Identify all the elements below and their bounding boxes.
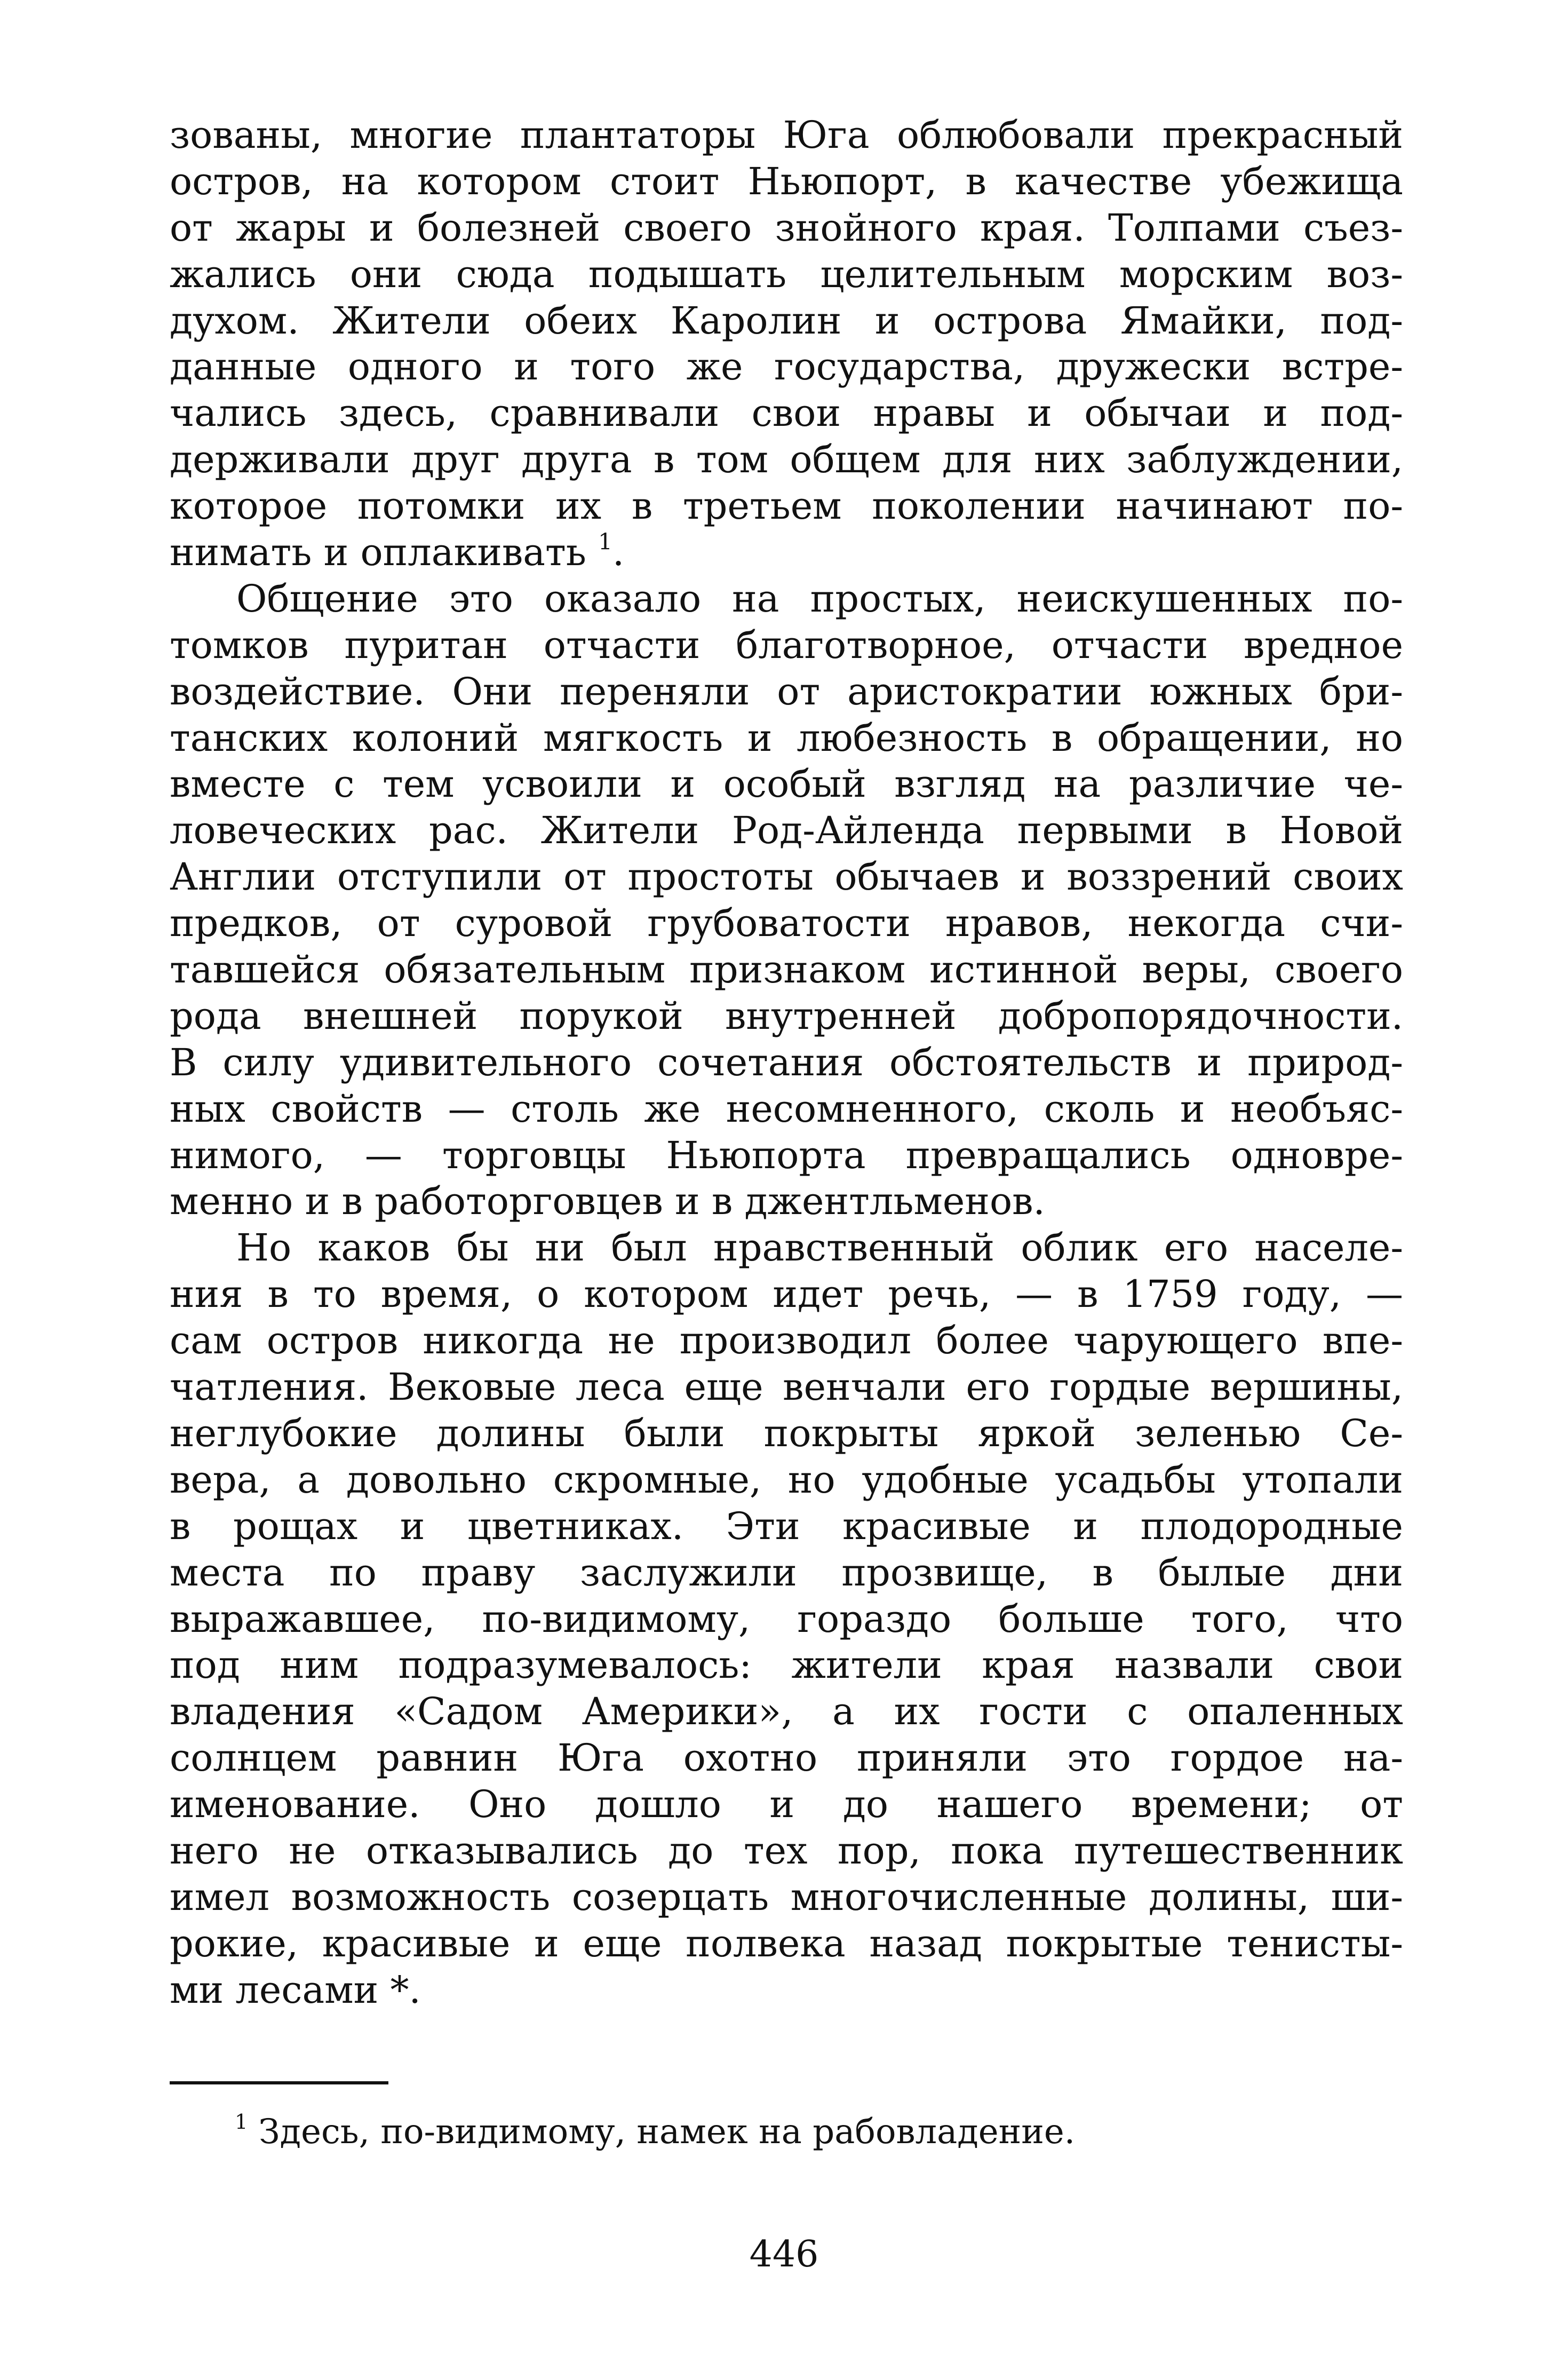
text-fragment: . xyxy=(612,530,625,575)
text-line: духом. Жители обеих Каролин и острова Ямайки, под- xyxy=(170,298,1403,343)
footnote-text: Здесь, по-видимому, намек на рабовладение. xyxy=(258,2112,1076,2152)
text-line: выражавшее, по-видимому, гораздо больше того, что xyxy=(170,1597,1403,1641)
text-line: данные одного и того же государства, дружески встре- xyxy=(170,345,1403,389)
text-line: нимого, — торговцы Ньюпорта превращались одновре- xyxy=(170,1133,1403,1177)
text-line: рода внешней порукой внутренней добропорядочности. xyxy=(170,994,1403,1038)
text-line: под ним подразумевалось: жители края назвали свои xyxy=(170,1643,1403,1687)
text-line: в рощах и цветниках. Эти красивые и плодородные xyxy=(170,1504,1403,1548)
text-line: вместе с тем усвоили и особый взгляд на различие че- xyxy=(170,762,1403,806)
text-line: солнцем равнин Юга охотно приняли это гордое на- xyxy=(170,1736,1403,1780)
text-line: которое потомки их в третьем поколении начинают по- xyxy=(170,484,1403,528)
text-line: воздействие. Они переняли от аристократии южных бри- xyxy=(170,669,1403,713)
text-line: Но каков бы ни был нравственный облик его населе- xyxy=(236,1226,1403,1270)
paragraph-2 xyxy=(170,576,1403,1225)
text-line: ми лесами *. xyxy=(170,1968,421,2012)
text-line: вера, а довольно скромные, но удобные усадьбы утопали xyxy=(170,1457,1403,1502)
text-line: томков пуритан отчасти благотворное, отчасти вредное xyxy=(170,623,1403,667)
text-line: Общение это оказало на простых, неискушенных по- xyxy=(236,576,1403,621)
text-line: именование. Оно дошло и до нашего времени; от xyxy=(170,1782,1403,1827)
text-line: имел возможность созерцать многочисленные долины, ши- xyxy=(170,1875,1403,1919)
text-line: держивали друг друга в том общем для них заблуждении, xyxy=(170,438,1403,482)
footnote-divider xyxy=(170,2081,388,2084)
text-line: сам остров никогда не производил более чарующего впе- xyxy=(170,1319,1403,1363)
paragraph-1 xyxy=(170,112,1403,576)
text-line: неглубокие долины были покрыты яркой зеленью Се- xyxy=(170,1411,1403,1455)
text-line: тавшейся обязательным признаком истинной веры, своего xyxy=(170,948,1403,992)
text-fragment: нимать и оплакивать xyxy=(170,530,586,575)
page-body xyxy=(170,112,1403,2013)
page-number: 446 xyxy=(749,2233,819,2275)
text-line: танских колоний мягкость и любезность в обращении, но xyxy=(170,716,1403,760)
paragraph-3 xyxy=(170,1225,1403,2013)
text-line: Англии отступили от простоты обычаев и воззрений своих xyxy=(170,855,1403,899)
text-line: остров, на котором стоит Ньюпорт, в качестве убежища xyxy=(170,159,1403,203)
text-line: чатления. Вековые леса еще венчали его гордые вершины, xyxy=(170,1365,1403,1409)
text-line: владения «Садом Америки», а их гости с опаленных xyxy=(170,1690,1403,1734)
footnote-marker: 1 xyxy=(235,2110,248,2135)
footnote-reference[interactable]: 1 xyxy=(598,528,612,555)
text-line: зованы, многие плантаторы Юга облюбовали прекрасный xyxy=(170,113,1403,157)
text-line: чались здесь, сравнивали свои нравы и обычаи и под- xyxy=(170,391,1403,435)
text-line: предков, от суровой грубоватости нравов, некогда счи- xyxy=(170,901,1403,946)
text-line xyxy=(170,529,1403,576)
text-line: ловеческих рас. Жители Род-Айленда первыми в Новой xyxy=(170,808,1403,853)
text-line: рокие, красивые и еще полвека назад покрытые тенисты- xyxy=(170,1921,1403,1965)
text-line: жались они сюда подышать целительным морским воз- xyxy=(170,252,1403,296)
footnote xyxy=(235,2108,1075,2156)
text-line: ния в то время, о котором идет речь, — в 1759 году, — xyxy=(170,1272,1403,1317)
text-line: менно и в работорговцев и в джентльменов. xyxy=(170,1179,1045,1224)
text-line: места по праву заслужили прозвище, в былые дни xyxy=(170,1550,1403,1595)
text-line: ных свойств — столь же несомненного, сколь и необъяс- xyxy=(170,1087,1403,1131)
text-line: него не отказывались до тех пор, пока путешественник xyxy=(170,1828,1403,1873)
text-line: от жары и болезней своего знойного края. Толпами съез- xyxy=(170,205,1403,250)
text-line: В силу удивительного сочетания обстоятельств и природ- xyxy=(170,1040,1403,1084)
